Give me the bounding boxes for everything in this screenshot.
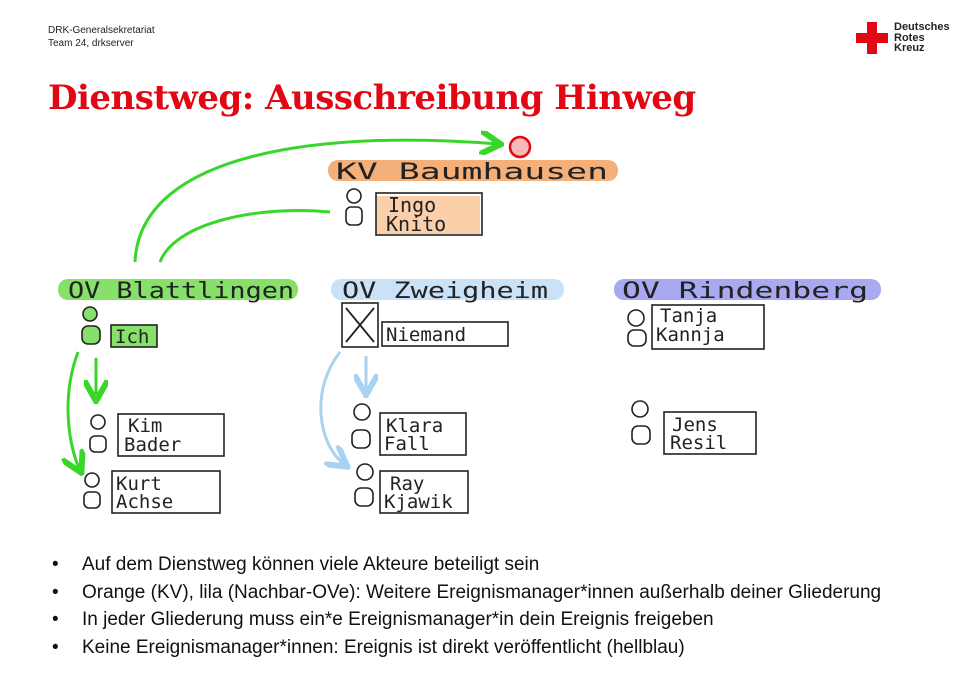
me-label: Ich bbox=[115, 326, 150, 348]
org-name: DRK-Generalsekretariat bbox=[48, 25, 155, 36]
ray-last: Kjawik bbox=[384, 491, 453, 513]
kv-label: KV Baumhausen bbox=[336, 160, 608, 185]
person-body-icon bbox=[82, 326, 100, 344]
person-head-icon bbox=[354, 404, 370, 420]
person-head-icon bbox=[91, 415, 105, 429]
person-head-icon bbox=[347, 189, 361, 203]
bullet-item: • Orange (KV), lila (Nachbar-OVe): Weitere Ereignismanager*innen außerhalb deiner Gliederung bbox=[52, 579, 932, 607]
kurt-first: Kurt bbox=[116, 473, 162, 495]
kv-baumhausen bbox=[328, 160, 618, 236]
person-body-icon bbox=[90, 436, 106, 452]
person-head-icon bbox=[632, 401, 648, 417]
bullet-list bbox=[52, 551, 932, 661]
ray-first: Ray bbox=[390, 473, 425, 495]
arrow-to-kurt bbox=[68, 352, 80, 470]
bullet-item: • Auf dem Dienstweg können viele Akteure beteiligt sein bbox=[52, 551, 932, 579]
ov-blattlingen bbox=[58, 279, 298, 513]
logo-word-2: Rotes bbox=[894, 31, 925, 44]
ov-rindenberg bbox=[614, 279, 881, 454]
tanja-first: Tanja bbox=[660, 305, 718, 327]
person-head-icon bbox=[83, 307, 97, 321]
tanja-last: Kannja bbox=[656, 324, 725, 346]
person-head-icon bbox=[85, 473, 99, 487]
klara-first: Klara bbox=[386, 415, 444, 437]
publish-marker bbox=[510, 137, 530, 157]
person-body-icon bbox=[352, 430, 370, 448]
kv-person-last: Knito bbox=[386, 212, 447, 236]
person-body-icon bbox=[632, 426, 650, 444]
ov-zweigheim-label: OV Zweigheim bbox=[342, 279, 548, 304]
kurt-last: Achse bbox=[116, 491, 174, 513]
org-team: Team 24, drkserver bbox=[48, 38, 134, 49]
ov-zweigheim bbox=[331, 279, 564, 513]
kim-last: Bader bbox=[124, 434, 182, 456]
jens-first: Jens bbox=[672, 414, 718, 436]
slide-title: Dienstweg: Ausschreibung Hinweg bbox=[48, 78, 696, 118]
klara-last: Fall bbox=[384, 433, 430, 455]
logo-word-3: Kreuz bbox=[894, 42, 925, 54]
niemand-label: Niemand bbox=[386, 324, 467, 346]
ov-rindenberg-label: OV Rindenberg bbox=[622, 279, 868, 304]
person-head-icon bbox=[357, 464, 373, 480]
logo-word-1: Deutsches bbox=[894, 21, 950, 33]
kim-first: Kim bbox=[128, 415, 163, 437]
arrow-to-ray bbox=[321, 352, 345, 465]
bullet-item: • In jeder Gliederung muss ein*e Ereignismanager*in dein Ereignis freigeben bbox=[52, 606, 932, 634]
person-body-icon bbox=[84, 492, 100, 508]
jens-last: Resil bbox=[670, 432, 728, 454]
person-body-icon bbox=[355, 488, 373, 506]
person-head-icon bbox=[628, 310, 644, 326]
arrow-to-kv-person bbox=[160, 210, 330, 262]
ov-blattlingen-label: OV Blattlingen bbox=[68, 279, 294, 304]
person-body-icon bbox=[628, 330, 646, 346]
kv-person-first: Ingo bbox=[388, 193, 437, 217]
person-body-icon bbox=[346, 207, 362, 225]
bullet-item: • Keine Ereignismanager*innen: Ereignis ist direkt veröffentlicht (hellblau) bbox=[52, 634, 932, 662]
